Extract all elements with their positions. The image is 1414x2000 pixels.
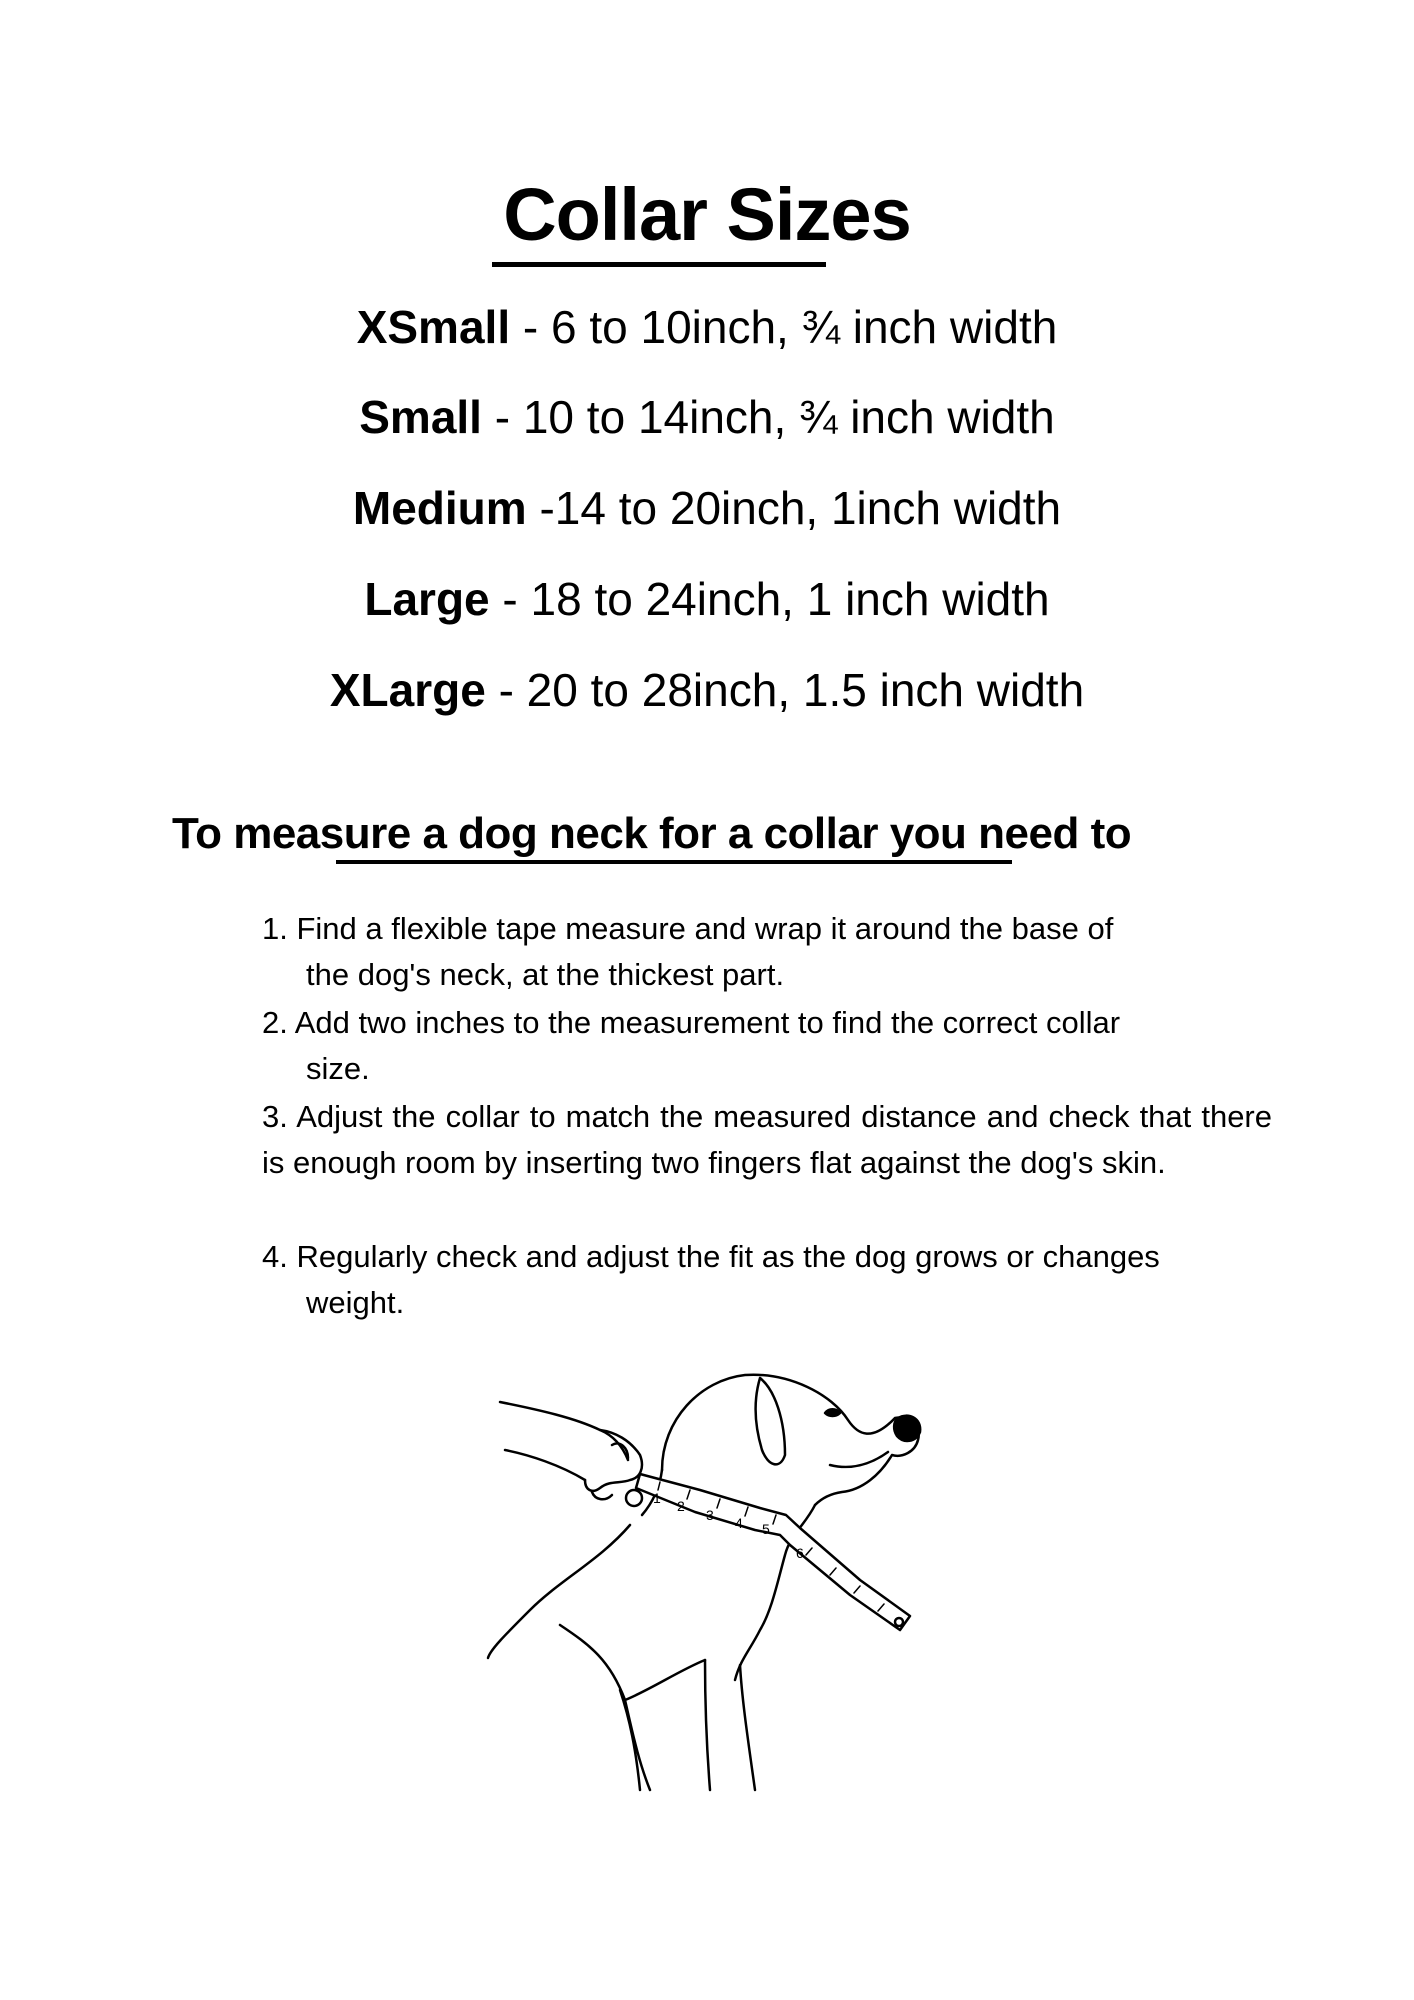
step-line: 1. Find a flexible tape measure and wrap it around the base of (262, 911, 1114, 946)
size-xsmall (0, 301, 1414, 353)
step-line: 4. Regularly check and adjust the fit as the dog grows or changes (262, 1239, 1160, 1274)
human-arm-lower (505, 1450, 585, 1480)
size-small (0, 391, 1414, 443)
dog-measuring-illustration (480, 1340, 950, 1800)
measure-heading: To measure a dog neck for a collar you need to (172, 809, 1132, 858)
dog-nose (894, 1416, 920, 1441)
size-name: XSmall (356, 301, 511, 353)
size-detail: - 6 to 10inch, ¾ inch width (510, 301, 1058, 353)
step-line: 2. Add two inches to the measurement to find the correct collar (262, 1005, 1121, 1040)
step-4 (262, 1234, 1272, 1326)
dog-rear-leg-inner (620, 1690, 640, 1790)
size-xlarge (0, 664, 1414, 716)
size-name: Medium (352, 482, 527, 534)
size-detail: - 18 to 24inch, 1 inch width (489, 573, 1050, 625)
dog-head-outline (662, 1375, 919, 1505)
step-continuation: weight. (306, 1285, 405, 1320)
heading-underline (336, 860, 1012, 864)
size-large (0, 573, 1414, 625)
size-name: Large (364, 573, 490, 625)
tape-number: 6 (796, 1545, 804, 1561)
size-detail: - 10 to 14inch, ¾ inch width (481, 391, 1055, 443)
size-name: Small (359, 391, 482, 443)
tape-number: 1 (653, 1490, 661, 1506)
tape-number: 3 (706, 1507, 714, 1523)
step-2 (262, 1000, 1272, 1092)
tape-number: 4 (735, 1515, 743, 1531)
tape-number: 2 (677, 1498, 685, 1514)
step-continuation: the dog's neck, at the thickest part. (306, 957, 785, 992)
dog-ear (756, 1378, 785, 1464)
tape-ring (626, 1490, 642, 1506)
dog-front-leg-left (705, 1660, 710, 1790)
size-detail: -14 to 20inch, 1inch width (526, 482, 1062, 534)
step-3: 3. Adjust the collar to match the measured distance and check that there is enough room by inserting two fingers flat against the dog's skin. (262, 1099, 1272, 1180)
title-underline (492, 262, 826, 267)
size-name: XLarge (329, 664, 486, 716)
dog-front-leg-right (740, 1665, 755, 1790)
dog-belly (625, 1660, 705, 1700)
tape-measure (626, 1474, 910, 1630)
page-title: Collar Sizes (503, 173, 911, 256)
tape-end-hole (895, 1618, 903, 1626)
step-continuation: size. (306, 1051, 370, 1086)
size-detail: - 20 to 28inch, 1.5 inch width (485, 664, 1085, 716)
dog-eye (825, 1409, 840, 1416)
size-medium (0, 482, 1414, 534)
tape-number: 5 (762, 1521, 770, 1537)
step-1 (262, 906, 1272, 998)
dog-back (488, 1525, 630, 1658)
dog-mouth (830, 1452, 888, 1467)
